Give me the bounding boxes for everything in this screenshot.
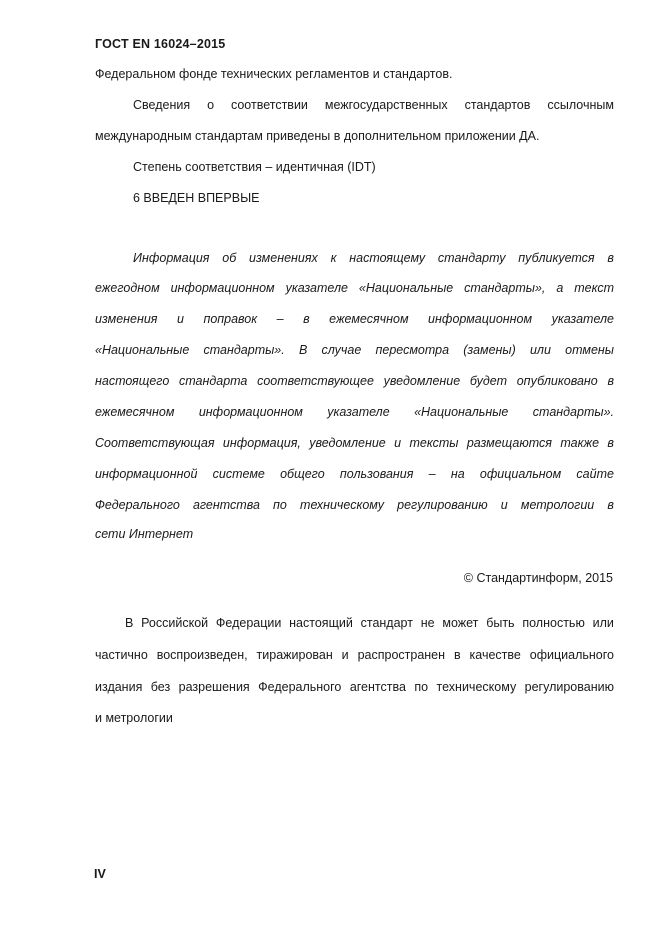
- word: метрологии: [520, 498, 595, 512]
- intro-line: Федеральном фонде технических регламентов и стандартов.: [95, 67, 453, 81]
- word: качестве: [469, 648, 521, 662]
- word: полностью: [522, 616, 585, 630]
- info-line: [95, 342, 614, 358]
- word: текст: [574, 281, 614, 295]
- word: информационном: [198, 405, 303, 419]
- word: Соответствующая: [95, 436, 215, 450]
- word: в: [607, 436, 614, 450]
- word: агентства: [192, 498, 260, 512]
- word: «Национальные: [414, 405, 509, 419]
- word: пересмотра: [375, 343, 450, 357]
- word: стандарту: [437, 251, 506, 265]
- word: разрешения: [178, 680, 250, 694]
- warning-line-last: и метрологии: [95, 711, 173, 725]
- standard-header: ГОСТ EN 16024–2015: [95, 37, 226, 51]
- word: размещаются: [466, 436, 552, 450]
- word: Российской: [141, 616, 209, 630]
- word: –: [276, 312, 284, 326]
- word: изменениях: [249, 251, 318, 265]
- info-line: [95, 311, 614, 327]
- word: техническому: [436, 680, 517, 694]
- conformity-degree: Степень соответствия – идентичная (IDT): [133, 160, 376, 174]
- word: изменения: [95, 312, 158, 326]
- word: к: [330, 251, 337, 265]
- introduced-first-time: 6 ВВЕДЕН ВПЕРВЫЕ: [133, 191, 260, 205]
- word: стандарт: [360, 616, 413, 630]
- word: системе: [212, 467, 265, 481]
- word: стандартов: [464, 98, 531, 112]
- word: «Национальные: [95, 343, 190, 357]
- info-line: [133, 250, 614, 266]
- svedenia-line: [133, 97, 614, 113]
- copyright-notice: © Стандартинформ, 2015: [463, 571, 613, 585]
- page-number: IV: [94, 867, 106, 881]
- word: «Национальные: [358, 281, 454, 295]
- word: указателе: [285, 281, 348, 295]
- info-line-last: сети Интернет: [95, 527, 194, 541]
- word: ежегодном: [95, 281, 160, 295]
- svedenia-line-end: международным стандартам приведены в дополнительном приложении ДА.: [95, 129, 540, 143]
- word: агентства: [349, 680, 406, 694]
- word: издания: [95, 680, 143, 694]
- word: уведомление: [383, 374, 461, 388]
- word: и: [176, 312, 184, 326]
- word: не: [420, 616, 435, 630]
- word: случае: [321, 343, 362, 357]
- word: Федерального: [95, 498, 180, 512]
- word: по: [414, 680, 429, 694]
- word: (замены): [463, 343, 516, 357]
- word: общего: [280, 467, 325, 481]
- word: и: [341, 648, 349, 662]
- word: в: [303, 312, 310, 326]
- word: отмены: [565, 343, 614, 357]
- word: указателе: [327, 405, 390, 419]
- word: соответствующее: [257, 374, 374, 388]
- word: техническому: [300, 498, 384, 512]
- word: опубликовано: [516, 374, 598, 388]
- word: стандарты»,: [464, 281, 546, 295]
- word: официального: [529, 648, 614, 662]
- word: стандарта: [178, 374, 248, 388]
- info-line: [95, 466, 614, 482]
- info-line: [95, 404, 614, 420]
- word: информационном: [170, 281, 275, 295]
- word: и: [394, 436, 402, 450]
- word: настоящий: [289, 616, 353, 630]
- word: воспроизведен,: [156, 648, 248, 662]
- word: в: [453, 648, 461, 662]
- word: в: [607, 251, 614, 265]
- word: настоящему: [349, 251, 426, 265]
- word: публикуется: [518, 251, 595, 265]
- word: частично: [95, 648, 148, 662]
- word: уведомление: [309, 436, 386, 450]
- word: регулированию: [397, 498, 488, 512]
- word: о: [207, 98, 215, 112]
- word: Федерации: [215, 616, 282, 630]
- word: в: [607, 374, 614, 388]
- word: может: [442, 616, 479, 630]
- word: В: [298, 343, 308, 357]
- info-line: [95, 435, 614, 451]
- info-line: [95, 280, 614, 296]
- word: ежемесячном: [95, 405, 175, 419]
- word: быть: [486, 616, 515, 630]
- warning-line: [125, 615, 614, 631]
- word: стандарты».: [203, 343, 285, 357]
- word: настоящего: [95, 374, 170, 388]
- word: без: [150, 680, 171, 694]
- word: Сведения: [133, 98, 191, 112]
- info-line: [95, 373, 614, 389]
- word: межгосударственных: [324, 98, 448, 112]
- word: –: [428, 467, 436, 481]
- word: об: [222, 251, 237, 265]
- warning-line: [95, 679, 614, 695]
- word: В: [125, 616, 134, 630]
- word: поправок: [203, 312, 258, 326]
- word: в: [607, 498, 614, 512]
- word: тексты: [409, 436, 459, 450]
- word: информация,: [222, 436, 301, 450]
- word: на: [450, 467, 465, 481]
- word: официальном: [479, 467, 562, 481]
- word: информационной: [95, 467, 198, 481]
- word: стандарты».: [532, 405, 614, 419]
- word: а: [556, 281, 564, 295]
- word: и: [500, 498, 508, 512]
- word: соответствии: [230, 98, 308, 112]
- word: будет: [469, 374, 508, 388]
- word: сайте: [576, 467, 614, 481]
- word: также: [560, 436, 600, 450]
- word: Информация: [133, 251, 210, 265]
- word: ежемесячном: [329, 312, 409, 326]
- word: указателе: [551, 312, 614, 326]
- word: или: [592, 616, 614, 630]
- word: регулированию: [524, 680, 614, 694]
- warning-line: [95, 647, 614, 663]
- info-line: [95, 497, 614, 513]
- word: пользования: [339, 467, 414, 481]
- word: ссылочным: [547, 98, 614, 112]
- word: Федерального: [258, 680, 342, 694]
- word: тиражирован: [256, 648, 333, 662]
- word: по: [273, 498, 287, 512]
- word: или: [529, 343, 551, 357]
- word: распространен: [357, 648, 446, 662]
- word: информационном: [428, 312, 533, 326]
